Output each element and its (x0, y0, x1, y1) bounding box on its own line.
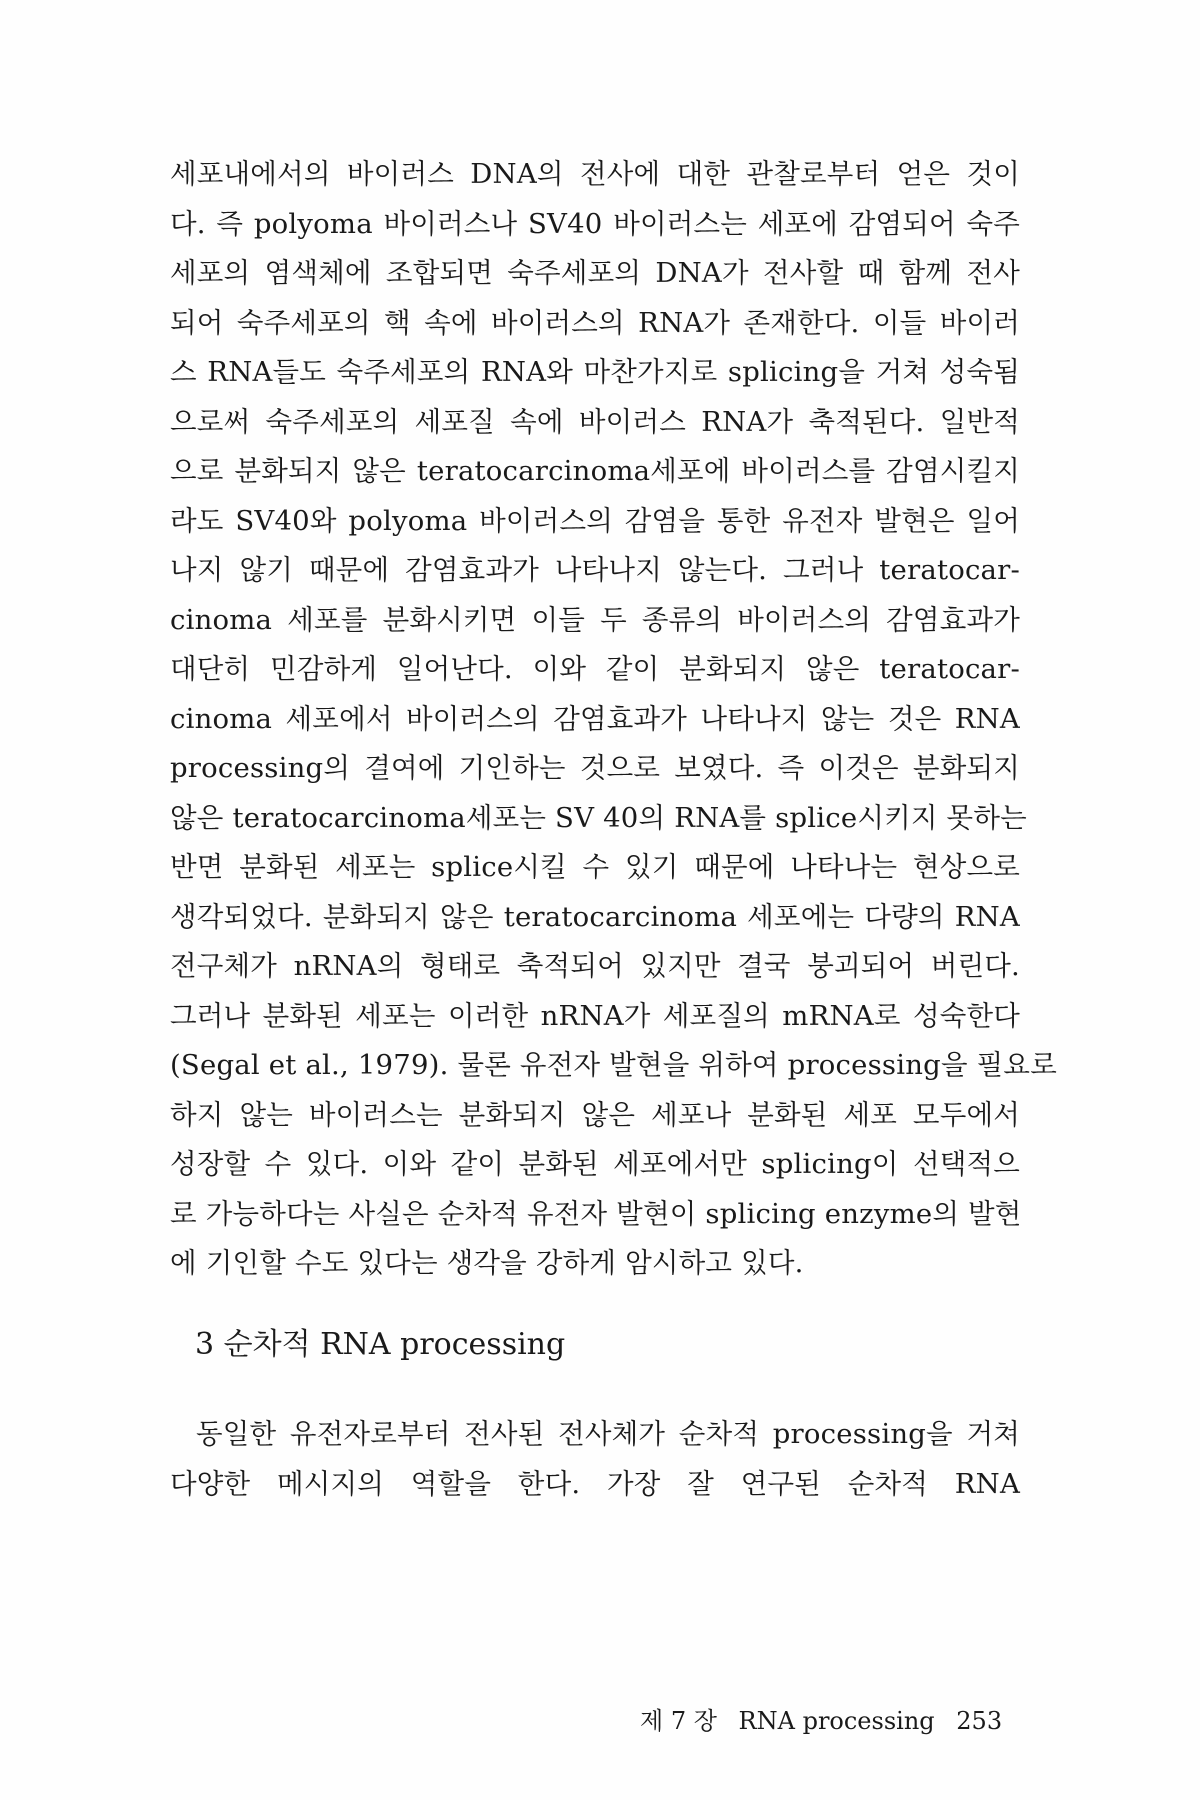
page-number: 253 (956, 1707, 1003, 1735)
body-paragraph-1 (170, 150, 1057, 1289)
text-line: 되어 숙주세포의 핵 속에 바이러스의 RNA가 존재한다. 이들 바이러 (170, 306, 1020, 339)
text-line: cinoma 세포를 분화시키면 이들 두 종류의 바이러스의 감염효과가 (170, 603, 1020, 636)
footer-title: RNA processing (738, 1707, 935, 1735)
body-paragraph-2 (170, 1410, 1020, 1509)
text-line: 성장할 수 있다. 이와 같이 분화된 세포에서만 splicing이 선택적으 (170, 1148, 1020, 1180)
text-line: 하지 않는 바이러스는 분화되지 않은 세포나 분화된 세포 모두에서 (170, 1098, 1020, 1131)
text-line: 생각되었다. 분화되지 않은 teratocarcinoma 세포에는 다량의 RNA (170, 900, 1020, 933)
section-heading: 3 순차적 RNA processing (195, 1327, 566, 1362)
text-line: 세포의 염색체에 조합되면 숙주세포의 DNA가 전사할 때 함께 전사 (170, 257, 1020, 289)
text-line: 다. 즉 polyoma 바이러스나 SV40 바이러스는 세포에 감염되어 숙주 (170, 207, 1020, 240)
text-line: 대단히 민감하게 일어난다. 이와 같이 분화되지 않은 teratocar- (170, 653, 1020, 685)
text-line: 나지 않기 때문에 감염효과가 나타나지 않는다. 그러나 teratocar- (170, 554, 1020, 586)
text-line: 으로 분화되지 않은 teratocarcinoma세포에 바이러스를 감염시킬지 (170, 455, 1020, 487)
page-footer (640, 1705, 1016, 1737)
text-line: 다양한 메시지의 역할을 한다. 가장 잘 연구된 순차적 RNA (170, 1467, 1020, 1500)
text-line: 스 RNA들도 숙주세포의 RNA와 마찬가지로 splicing을 거쳐 성숙됨 (170, 356, 1020, 388)
text-line: 그러나 분화된 세포는 이러한 nRNA가 세포질의 mRNA로 성숙한다 (170, 999, 1020, 1032)
text-line: 않은 teratocarcinoma세포는 SV 40의 RNA를 splice시키지 못하는 (170, 801, 1027, 834)
text-line: cinoma 세포에서 바이러스의 감염효과가 나타나지 않는 것은 RNA (170, 702, 1020, 735)
text-line: 세포내에서의 바이러스 DNA의 전사에 대한 관찰로부터 얻은 것이 (170, 158, 1020, 190)
footer-chapter: 제 7 장 (640, 1707, 717, 1735)
text-line: 반면 분화된 세포는 splice시킬 수 있기 때문에 나타나는 현상으로 (170, 851, 1020, 883)
text-line: 로 가능하다는 사실은 순차적 유전자 발현이 splicing enzyme의 발현 (170, 1197, 1022, 1230)
text-line: 전구체가 nRNA의 형태로 축적되어 있지만 결국 붕괴되어 버린다. (170, 950, 1020, 982)
text-line: processing의 결여에 기인하는 것으로 보였다. 즉 이것은 분화되지 (170, 752, 1020, 784)
text-line: 으로써 숙주세포의 세포질 속에 바이러스 RNA가 축적된다. 일반적 (170, 405, 1020, 438)
text-line: 라도 SV40와 polyoma 바이러스의 감염을 통한 유전자 발현은 일어 (170, 504, 1020, 537)
text-line: 에 기인할 수도 있다는 생각을 강하게 암시하고 있다. (170, 1247, 804, 1279)
text-line: (Segal et al., 1979). 물론 유전자 발현을 위하여 processing을 필요로 (170, 1049, 1057, 1081)
text-line: 동일한 유전자로부터 전사된 전사체가 순차적 processing을 거쳐 (196, 1418, 1020, 1450)
